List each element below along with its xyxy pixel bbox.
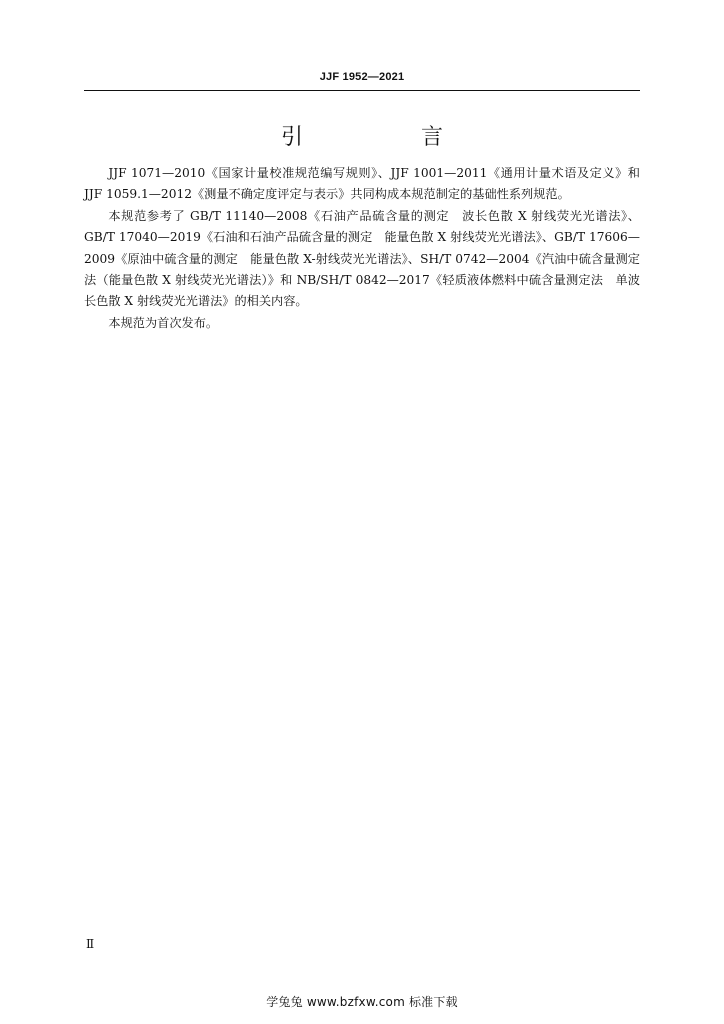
paragraph-2: 本规范参考了 GB/T 11140—2008《石油产品硫含量的测定 波长色散 X 射线荧光光谱法》、GB/T 17040—2019《石油和石油产品硫含量的测定 能量色散 X 射线荧光光谱法》、GB/T 17606—2009《原油中硫含量的测定 能量色散 X-射线荧光光谱法》、SH/T 0742—2004《汽油中硫含量测定法（能量色散 X 射线荧光光谱法）》和 NB/SH/T 0842—2017《轻质液体燃料中硫含量测定法 单波长色散 X 射线荧光光谱法》的相关内容。 bbox=[84, 208, 640, 309]
page-number: Ⅱ bbox=[86, 937, 95, 951]
header-rule bbox=[84, 90, 640, 91]
body-text bbox=[84, 163, 640, 334]
footer-watermark: 学兔兔 www.bzfxw.com 标准下载 bbox=[266, 995, 458, 1009]
standard-code-header: JJF 1952—2021 bbox=[319, 71, 405, 83]
paragraph-1: JJF 1071—2010《国家计量校准规范编写规则》、JJF 1001—2011《通用计量术语及定义》和 JJF 1059.1—2012《测量不确定度评定与表示》共同构成本规范制定的基础性系列规范。 bbox=[84, 166, 640, 202]
paragraph-3: 本规范为首次发布。 bbox=[108, 315, 219, 330]
page-title: 引 言 bbox=[280, 125, 491, 150]
